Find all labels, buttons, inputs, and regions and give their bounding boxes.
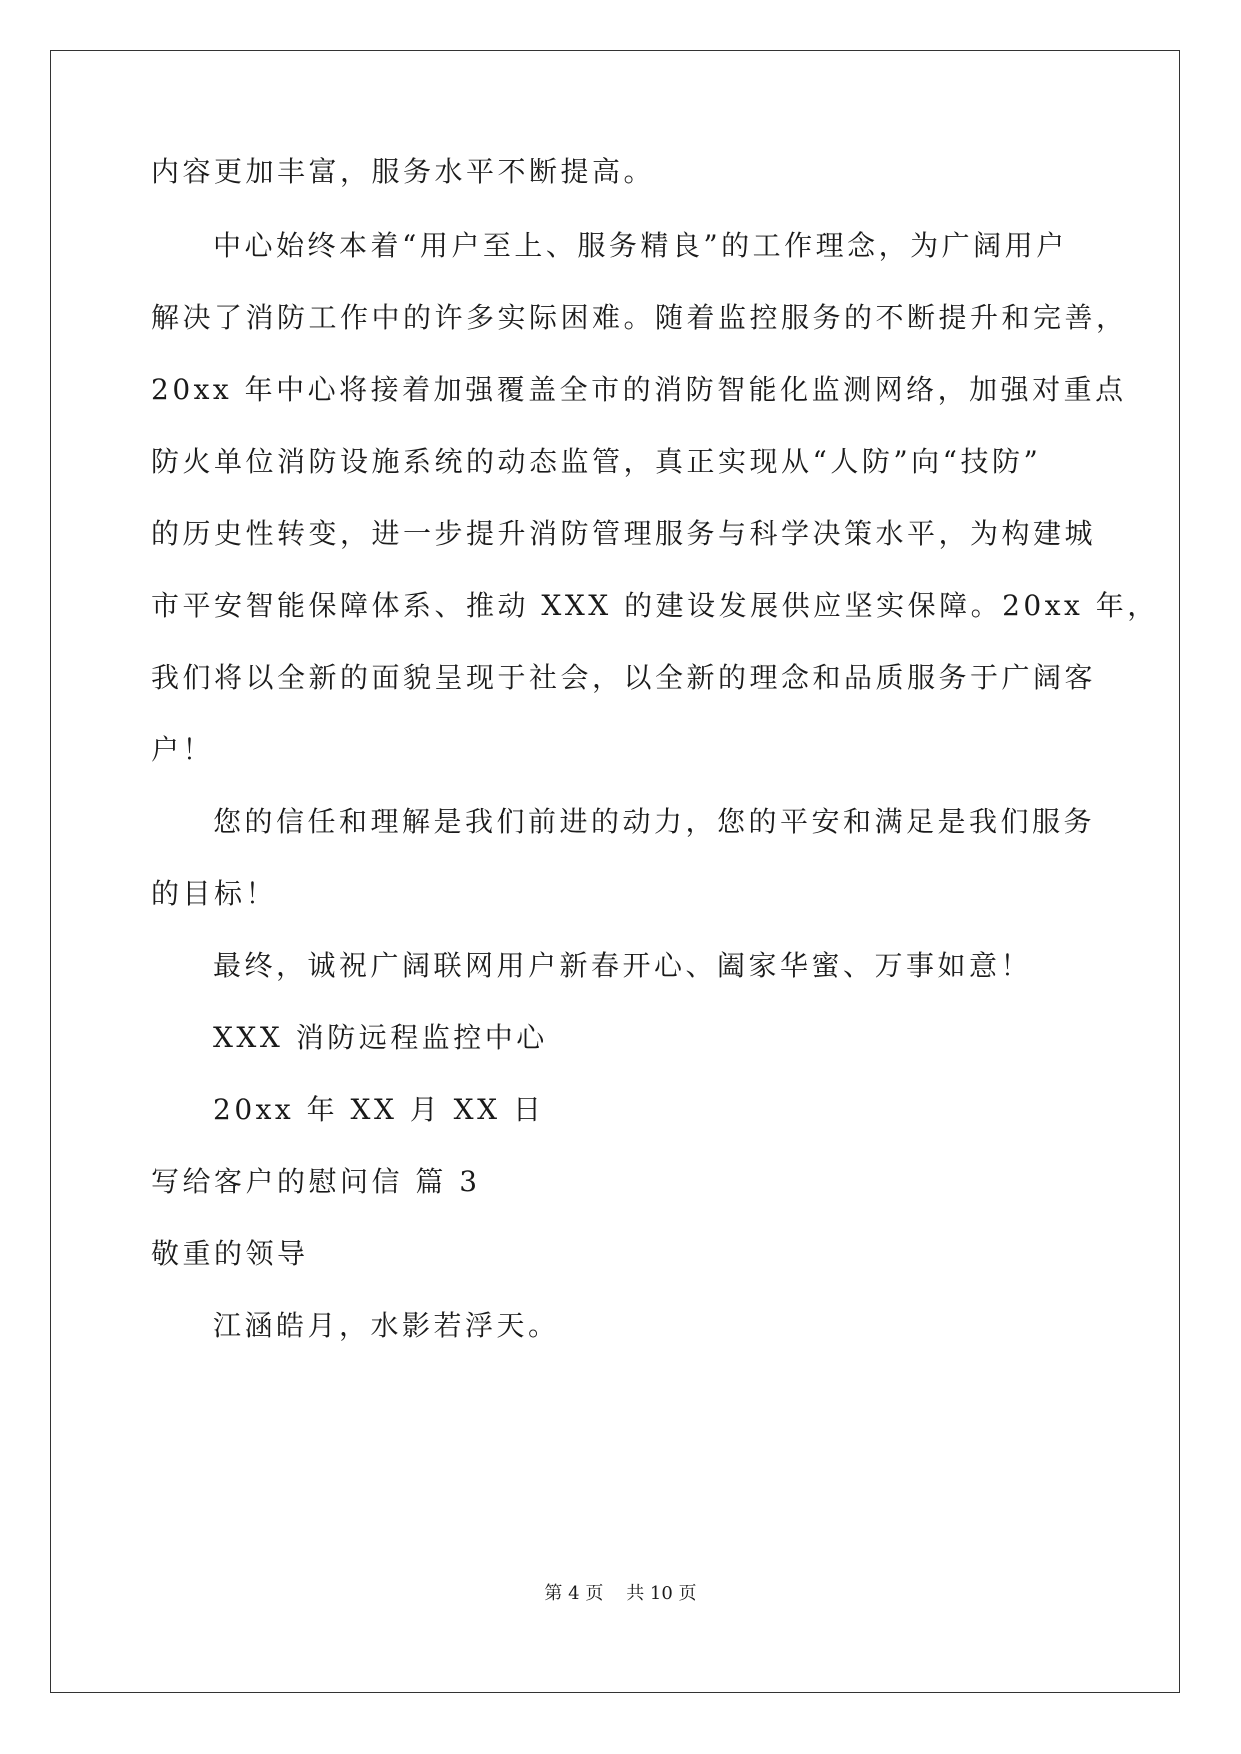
- date-line: 20xx 年 XX 月 XX 日: [213, 1093, 545, 1126]
- paragraph-line: 内容更加丰富，服务水平不断提高。: [151, 155, 656, 188]
- paragraph-line: 我们将以全新的面貌呈现于社会，以全新的理念和品质服务于广阔客: [151, 661, 1097, 694]
- paragraph-line: 户！: [151, 733, 215, 766]
- salutation: 敬重的领导: [151, 1237, 309, 1270]
- paragraph-line: 解决了消防工作中的许多实际困难。随着监控服务的不断提升和完善，: [151, 301, 1128, 334]
- page-frame: [50, 50, 1180, 1693]
- paragraph-line: 20xx 年中心将接着加强覆盖全市的消防智能化监测网络，加强对重点: [151, 373, 1127, 406]
- section-title: 写给客户的慰问信 篇 3: [151, 1165, 481, 1198]
- paragraph-line: 江涵皓月，水影若浮天。: [213, 1309, 560, 1342]
- paragraph-line: 的历史性转变，进一步提升消防管理服务与科学决策水平，为构建城: [151, 517, 1097, 550]
- paragraph-line: 中心始终本着“用户至上、服务精良”的工作理念，为广阔用户: [213, 229, 1068, 262]
- page-number: 第 4 页 共 10 页: [544, 1583, 697, 1604]
- paragraph-line: 您的信任和理解是我们前进的动力，您的平安和满足是我们服务: [213, 805, 1096, 838]
- paragraph-line: 最终，诚祝广阔联网用户新春开心、阖家华蜜、万事如意！: [213, 949, 1033, 982]
- paragraph-line: 防火单位消防设施系统的动态监管，真正实现从“人防”向“技防”: [151, 445, 1042, 478]
- paragraph-line: 市平安智能保障体系、推动 XXX 的建设发展供应坚实保障。20xx 年，: [151, 589, 1159, 622]
- signature-line: XXX 消防远程监控中心: [213, 1021, 548, 1054]
- paragraph-line: 的目标！: [151, 877, 278, 910]
